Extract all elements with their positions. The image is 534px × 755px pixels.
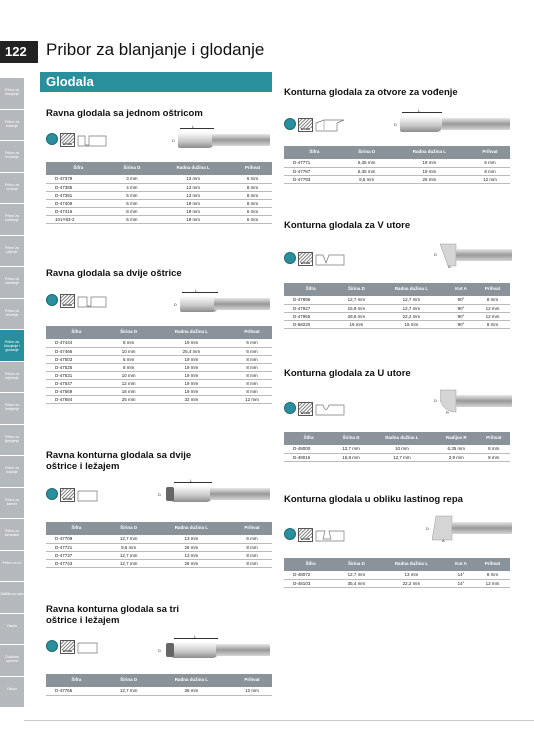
table-cell: 13 mm [151, 551, 232, 559]
table-row [284, 320, 510, 328]
table-row [284, 175, 510, 183]
profile-icon [77, 640, 107, 654]
product-table [46, 522, 272, 568]
profile-icon [77, 294, 107, 308]
table-cell: 10 mm [107, 371, 151, 379]
table-cell: 8 mm [232, 363, 272, 371]
table-cell: 8 mm [475, 571, 510, 579]
table-cell: 8 mm [232, 559, 272, 567]
table-cell: 19 mm [151, 371, 232, 379]
table-cell: 12,7 mm [337, 296, 375, 304]
table-header-row [46, 674, 272, 687]
table-cell: D-48103 [284, 579, 337, 587]
table-cell: 22,2 mm [376, 579, 447, 587]
table-cell: 16 mm [107, 387, 151, 395]
table-cell: 19 mm [151, 379, 232, 387]
table-cell: 8 mm [233, 191, 272, 199]
column-header: Šifra [284, 146, 345, 159]
column-header: Šifra [46, 522, 107, 535]
table-header-row [284, 283, 510, 296]
product-table [46, 326, 272, 404]
table-cell: 9,5 mm [107, 543, 151, 551]
footer-divider [24, 720, 534, 721]
table-row [46, 191, 272, 199]
wood-icon: WOOD [60, 488, 75, 502]
product-table [284, 558, 510, 588]
wood-icon: WOOD [298, 528, 313, 542]
section-header: Glodala [40, 72, 272, 92]
column-header: Širina D [107, 674, 151, 687]
router-bit-illustration: D A [432, 512, 512, 544]
table-cell: D-47896 [284, 296, 337, 304]
icon-row [46, 133, 107, 147]
sidebar-tab[interactable]: Ostalo [0, 677, 24, 708]
table-cell: 15,8 mm [333, 453, 369, 461]
column-header: Prihvat [475, 558, 510, 571]
table-cell: 19 mm [153, 215, 233, 223]
table-cell: 8 mm [232, 379, 272, 387]
table-cell: 4 mm [110, 183, 153, 191]
table-cell: 90° [447, 312, 475, 320]
sidebar-tab[interactable]: Pribor za poliranje [0, 204, 24, 235]
table-cell: 8 mm [478, 445, 510, 453]
profile-icon [77, 133, 107, 147]
column-header: Radna dužina L [376, 558, 447, 571]
table-cell: 19 mm [151, 387, 232, 395]
wood-icon: WOOD [298, 402, 313, 416]
sidebar-tab[interactable]: Dodatna oprema [0, 645, 24, 676]
table-cell: 101Y83-2 [46, 215, 110, 223]
sidebar [0, 78, 24, 708]
table-cell: 9,5 mm [345, 175, 389, 183]
table-cell: 38 mm [151, 687, 232, 695]
column-header: Radna dužina L [151, 674, 232, 687]
column-header: Kut A [447, 283, 475, 296]
column-header: Šifra [46, 674, 107, 687]
table-row [284, 579, 510, 587]
sidebar-tab[interactable]: Pribor za bojanje [0, 456, 24, 487]
column-header: Prihvat [232, 522, 272, 535]
table-cell: 6 mm [232, 347, 272, 355]
table-cell: 13 mm [153, 175, 233, 183]
profile-icon [315, 528, 345, 542]
sidebar-tab[interactable]: Pribor za lijepljenje [0, 425, 24, 456]
table-row [46, 371, 272, 379]
table-cell: D-47787 [284, 167, 345, 175]
table-cell: 19 mm [389, 159, 470, 167]
section-title: Konturna glodala za U utore [284, 368, 411, 379]
table-cell: 13 mm [153, 191, 233, 199]
page-title: Pribor za blanjanje i glodanje [46, 40, 265, 59]
table-cell: D-48072 [284, 571, 337, 579]
column-header: Širina D [107, 522, 151, 535]
table-row [46, 347, 272, 355]
table-row [46, 183, 272, 191]
sidebar-tab[interactable]: Pribor za piljenje [0, 236, 24, 267]
wood-icon: WOOD [298, 252, 313, 266]
product-table [46, 162, 272, 224]
table-cell: 5 mm [110, 191, 153, 199]
table-cell: D-47466 [46, 347, 107, 355]
table-cell: D-47765 [46, 687, 107, 695]
table-cell: D-47737 [46, 551, 107, 559]
table-cell: 8 mm [475, 320, 510, 328]
sidebar-tab[interactable]: Pribor za zavrtanje [0, 267, 24, 298]
table-row [46, 687, 272, 695]
section-title: Konturna glodala u obliku lastinog repa [284, 494, 463, 505]
table-cell: 13 mm [376, 571, 447, 579]
table-cell: 12,7 mm [369, 453, 435, 461]
table-cell: 90° [447, 296, 475, 304]
table-cell: 12,7 mm [107, 559, 151, 567]
table-row [46, 559, 272, 567]
router-icon [46, 133, 58, 145]
table-cell: D-47409 [46, 199, 110, 207]
table-cell: 19 mm [151, 339, 232, 347]
sidebar-tab[interactable]: Pribor za lemljenje [0, 393, 24, 424]
column-header: Šifra [284, 432, 333, 445]
table-row [46, 355, 272, 363]
page-number: 122 [0, 41, 38, 63]
table-cell: 3,9 mm [435, 453, 478, 461]
table-cell: 13 mm [153, 183, 233, 191]
table-cell: 12 mm [232, 395, 272, 403]
profile-icon [315, 402, 345, 416]
table-cell: D-47503 [46, 355, 107, 363]
sidebar-tab[interactable]: Ostalo [0, 614, 24, 645]
column-header: Širina D [337, 558, 375, 571]
column-header: Šifra [284, 558, 337, 571]
icon-row [46, 294, 107, 308]
router-bit-illustration: D R [440, 386, 512, 416]
table-cell: 6 mm [233, 207, 272, 215]
router-bit-illustration: L D [178, 130, 270, 152]
table-cell: 35,4 mm [337, 579, 375, 587]
table-row [46, 363, 272, 371]
section-title: Ravna konturna glodala sa dvije oštrice i ležajem [46, 450, 192, 472]
table-cell: 8 mm [110, 207, 153, 215]
table-cell: 8 mm [232, 355, 272, 363]
icon-row [284, 252, 345, 266]
column-header: Radna dužina L [151, 326, 232, 339]
table-cell: 26 mm [389, 175, 470, 183]
table-row [46, 387, 272, 395]
table-cell: 19 mm [337, 320, 375, 328]
table-row [284, 312, 510, 320]
table-cell: D-47927 [284, 304, 337, 312]
table-cell: 12,7 mm [107, 551, 151, 559]
column-header: Radna dužina L [369, 432, 435, 445]
table-cell: 12,7 mm [107, 687, 151, 695]
product-table [284, 432, 510, 462]
section-title: Ravna glodala sa dvije oštrice [46, 268, 182, 279]
router-bit-illustration: L D [162, 640, 270, 662]
section-title: Konturna glodala za otvore za vođenje [284, 87, 458, 98]
table-cell: 12,7 mm [376, 296, 447, 304]
column-header: Radna dužina L [389, 146, 470, 159]
sidebar-tab[interactable]: Pribor za blanjanje [0, 78, 24, 109]
table-cell: 8 mm [233, 183, 272, 191]
sidebar-tab[interactable]: Pribor za rezanje [0, 173, 24, 204]
table-header-row [46, 326, 272, 339]
table-row [46, 207, 272, 215]
profile-icon [315, 118, 345, 132]
router-icon [284, 528, 296, 540]
table-cell: 90° [447, 320, 475, 328]
column-header: Širina D [337, 283, 375, 296]
column-header: Prihvat [233, 162, 272, 175]
table-row [46, 551, 272, 559]
table-cell: D-47525 [46, 363, 107, 371]
table-cell: 8 mm [232, 387, 272, 395]
table-cell: D-47444 [46, 339, 107, 347]
router-bit-illustration: L D [162, 484, 270, 506]
product-table [284, 283, 510, 329]
table-cell: D-47391 [46, 191, 110, 199]
table-row [46, 379, 272, 387]
column-header: Radna dužina L [153, 162, 233, 175]
table-cell: D-47569 [46, 387, 107, 395]
column-header: Radna dužina L [151, 522, 232, 535]
table-cell: 12,7 mm [107, 535, 151, 543]
table-cell: 25,4 mm [151, 347, 232, 355]
icon-row [284, 118, 345, 132]
product-table [46, 674, 272, 696]
table-row [46, 543, 272, 551]
table-cell: 12 mm [232, 687, 272, 695]
icon-row [46, 488, 107, 502]
table-cell: 26 mm [151, 559, 232, 567]
router-bit-illustration: D A [440, 240, 512, 270]
column-header: Šifra [46, 162, 110, 175]
table-cell: 14° [447, 579, 475, 587]
sidebar-tab[interactable]: Zaštita na radu [0, 582, 24, 613]
table-cell: 14° [447, 571, 475, 579]
table-cell: 12,7 mm [376, 304, 447, 312]
column-header: Prihvat [232, 674, 272, 687]
table-cell: 6 mm [110, 199, 153, 207]
table-cell: 6 mm [110, 215, 153, 223]
table-cell: 32 mm [151, 395, 232, 403]
table-cell: 8 mm [475, 296, 510, 304]
table-row [284, 159, 510, 167]
router-icon [284, 118, 296, 130]
router-bit-illustration: L D [180, 294, 270, 316]
table-cell: 19 mm [151, 363, 232, 371]
icon-row [284, 402, 345, 416]
table-cell: 19 mm [153, 207, 233, 215]
column-header: Prihvat [470, 146, 510, 159]
section-title: Ravna konturna glodala sa tri oštrice i ležajem [46, 604, 180, 626]
table-cell: 8 mm [232, 371, 272, 379]
table-cell: 8 mm [107, 363, 151, 371]
table-cell: 12,7 mm [333, 445, 369, 453]
table-cell: 25 mm [107, 395, 151, 403]
table-cell: 19 mm [153, 199, 233, 207]
icon-row [46, 640, 107, 654]
table-cell: D-47743 [46, 559, 107, 567]
table-row [46, 215, 272, 223]
table-cell: 12 mm [475, 304, 510, 312]
table-cell: 6 mm [233, 215, 272, 223]
table-cell: D-47379 [46, 175, 110, 183]
table-cell: 12 mm [470, 175, 510, 183]
icon-row [284, 528, 345, 542]
table-cell: 12,7 mm [337, 571, 375, 579]
table-cell: 10 mm [107, 347, 151, 355]
table-row [46, 395, 272, 403]
column-header: Širina D [345, 146, 389, 159]
table-row [46, 535, 272, 543]
table-cell: D-47547 [46, 379, 107, 387]
table-cell: 15,9 mm [337, 304, 375, 312]
table-cell: 6 mm [470, 159, 510, 167]
profile-icon [315, 252, 345, 266]
column-header: Radna dužina L [376, 283, 447, 296]
section-title: Konturna glodala za V utore [284, 220, 411, 231]
table-cell: D-47955 [284, 312, 337, 320]
table-cell: 3 mm [110, 175, 153, 183]
sidebar-tab[interactable]: Pribor za kamen [0, 488, 24, 519]
table-cell: 6 mm [107, 355, 151, 363]
table-cell: 6 mm [232, 339, 272, 347]
table-cell: 13 mm [151, 535, 232, 543]
column-header: Radijus R [435, 432, 478, 445]
table-cell: 10 mm [369, 445, 435, 453]
table-cell: 12 mm [107, 379, 151, 387]
wood-icon: WOOD [60, 294, 75, 308]
profile-icon [77, 488, 107, 502]
table-cell: 6 mm [233, 175, 272, 183]
table-row [284, 445, 510, 453]
router-icon [284, 252, 296, 264]
table-header-row [284, 558, 510, 571]
table-row [284, 304, 510, 312]
column-header: Širina D [107, 326, 151, 339]
table-cell: 8 mm [470, 167, 510, 175]
router-icon [46, 488, 58, 500]
table-cell: 12 mm [475, 312, 510, 320]
table-cell: D-47531 [46, 371, 107, 379]
table-cell: 8 mm [107, 339, 151, 347]
product-table [284, 146, 510, 184]
table-cell: 8 mm [478, 453, 510, 461]
table-cell: D-47709 [46, 535, 107, 543]
table-header-row [46, 522, 272, 535]
table-cell: D-47416 [46, 207, 110, 215]
sidebar-tab[interactable]: Pribor za bušenje [0, 110, 24, 141]
table-cell: 6 mm [232, 535, 272, 543]
table-cell: 90° [447, 304, 475, 312]
column-header: Širina D [110, 162, 153, 175]
table-row [284, 296, 510, 304]
sidebar-tab[interactable]: Pribor za brušenje [0, 141, 24, 172]
table-row [46, 175, 272, 183]
column-header: Širina D [333, 432, 369, 445]
section-title: Ravna glodala sa jednom oštricom [46, 108, 203, 119]
table-cell: 8 mm [233, 199, 272, 207]
table-row [284, 453, 510, 461]
column-header: Prihvat [478, 432, 510, 445]
sidebar-tab[interactable]: Pribor za keramiku [0, 519, 24, 550]
table-cell: D-48000 [284, 445, 333, 453]
table-row [46, 339, 272, 347]
table-cell: D-47684 [46, 395, 107, 403]
sidebar-tab[interactable]: Pribor za mjerenje [0, 362, 24, 393]
column-header: Kut A [447, 558, 475, 571]
sidebar-tab[interactable]: Pribor za vrt [0, 551, 24, 582]
table-header-row [284, 432, 510, 445]
column-header: Prihvat [232, 326, 272, 339]
wood-icon: WOOD [60, 640, 75, 654]
table-cell: 26 mm [151, 543, 232, 551]
sidebar-tab[interactable]: Pribor za čišćenje [0, 299, 24, 330]
wood-icon: WOOD [60, 133, 75, 147]
table-cell: D-47771 [284, 159, 345, 167]
table-cell: 8 mm [232, 551, 272, 559]
table-cell: 12 mm [475, 579, 510, 587]
router-icon [46, 294, 58, 306]
sidebar-tab[interactable]: Pribor za blanjanje i glodanje [0, 330, 24, 361]
table-cell: 19 mm [389, 167, 470, 175]
table-cell: D-47793 [284, 175, 345, 183]
table-cell: 28,6 mm [337, 312, 375, 320]
table-cell: 8 mm [232, 543, 272, 551]
table-row [284, 571, 510, 579]
column-header: Šifra [284, 283, 337, 296]
table-cell: D-58220 [284, 320, 337, 328]
table-cell: 19 mm [151, 355, 232, 363]
table-cell: 16 mm [376, 320, 447, 328]
table-cell: 22,2 mm [376, 312, 447, 320]
table-cell: D-47721 [46, 543, 107, 551]
column-header: Šifra [46, 326, 107, 339]
router-icon [46, 640, 58, 652]
table-row [284, 167, 510, 175]
column-header: Prihvat [475, 283, 510, 296]
table-header-row [284, 146, 510, 159]
table-cell: 6,35 mm [345, 159, 389, 167]
table-cell: D-47385 [46, 183, 110, 191]
table-header-row [46, 162, 272, 175]
router-icon [284, 402, 296, 414]
table-cell: 6,35 mm [345, 167, 389, 175]
table-row [46, 199, 272, 207]
table-cell: 6,35 mm [435, 445, 478, 453]
table-cell: D-48016 [284, 453, 333, 461]
router-bit-illustration: L D [400, 114, 510, 136]
wood-icon: WOOD [298, 118, 313, 132]
